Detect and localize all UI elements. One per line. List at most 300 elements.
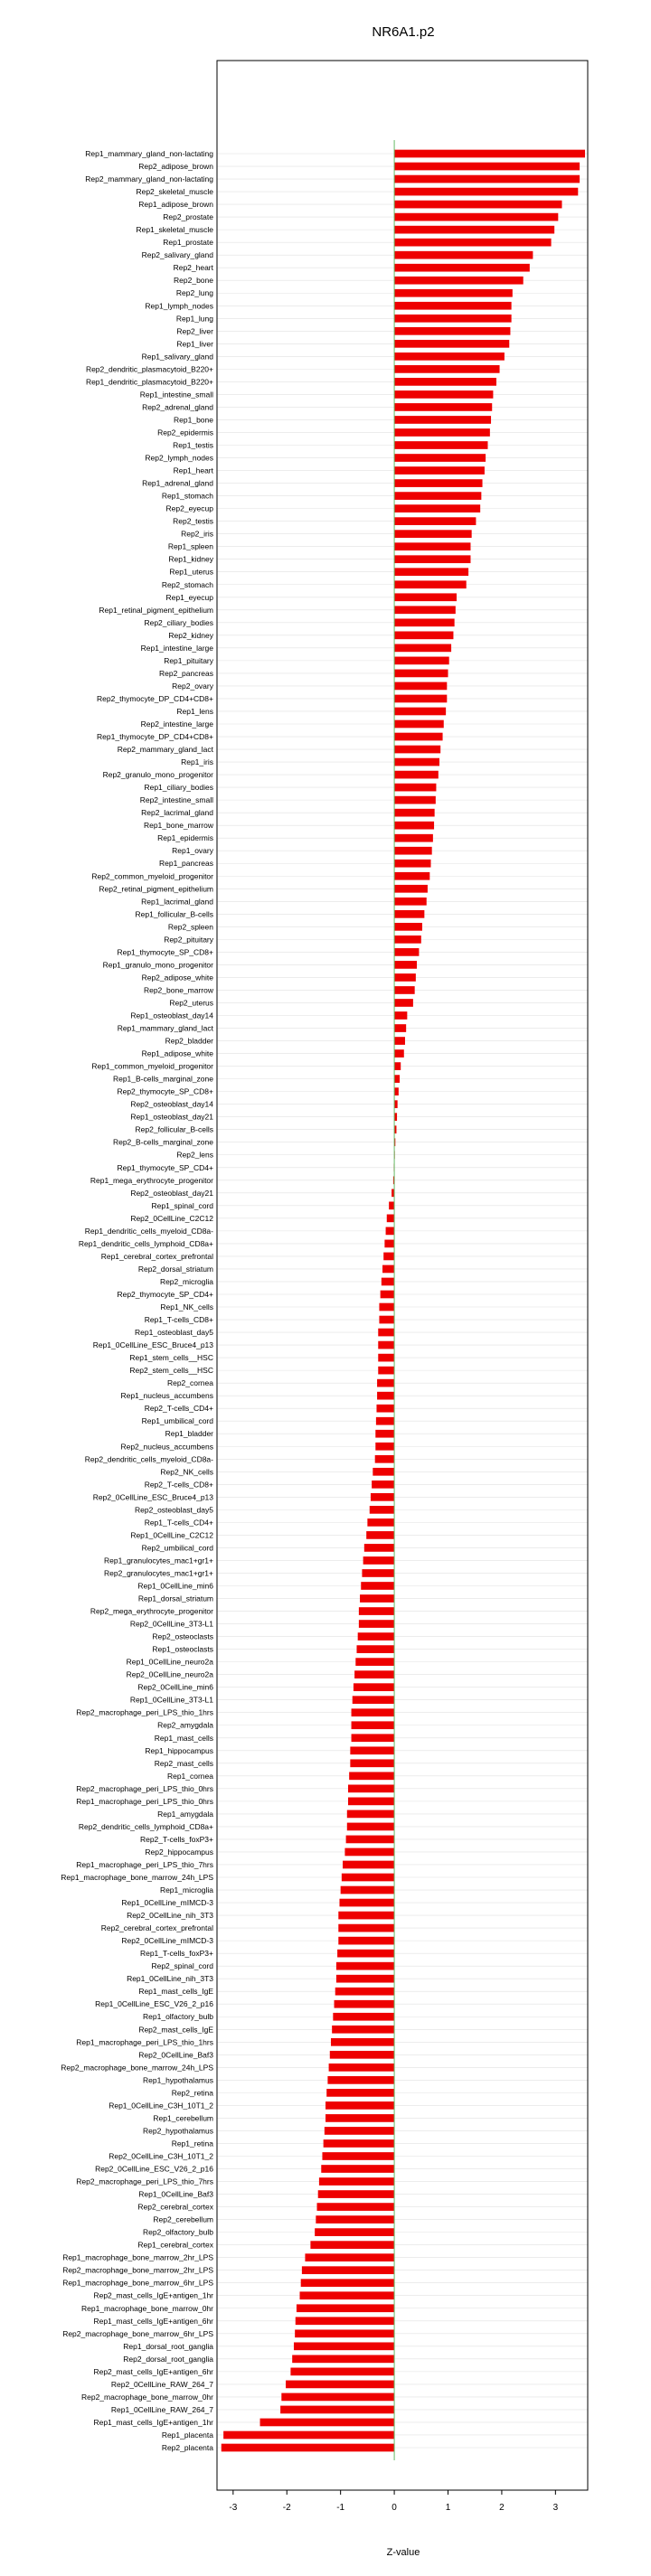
category-label: Rep2_T-cells_CD8+ (144, 1480, 213, 1490)
bar (329, 2064, 394, 2072)
category-label: Rep1_cornea (166, 1771, 213, 1781)
category-label: Rep1_ciliary_bodies (144, 783, 213, 793)
bar (394, 733, 442, 741)
category-label: Rep2_bone (174, 276, 213, 286)
chart-title: NR6A1.p2 (372, 24, 435, 40)
category-label: Rep1_granulocytes_mac1+gr1+ (104, 1556, 213, 1565)
x-axis-label: Z-value (386, 2547, 420, 2558)
category-label: Rep1_bone (174, 415, 213, 425)
category-label: Rep1_NK_cells (160, 1302, 213, 1312)
bar (394, 1062, 401, 1070)
category-label: Rep2_retinal_pigment_epithelium (99, 884, 213, 894)
category-label: Rep2_mast_cells_IgE (138, 2025, 213, 2035)
category-label: Rep1_epidermis (157, 833, 213, 843)
category-label: Rep2_iris (181, 529, 213, 539)
bar (222, 2444, 394, 2452)
category-label: Rep1_pituitary (164, 655, 213, 665)
category-label: Rep2_macrophage_bone_marrow_6hr_LPS (62, 2328, 213, 2338)
category-label: Rep1_cerebral_cortex_prefrontal (100, 1251, 213, 1261)
category-label: Rep2_placenta (161, 2443, 213, 2452)
bar (378, 1341, 394, 1349)
bar (371, 1493, 394, 1501)
category-label: Rep2_retina (171, 2088, 213, 2098)
bar (292, 2355, 394, 2363)
category-label: Rep2_cerebral_cortex_prefrontal (100, 1923, 213, 1933)
bar (394, 1100, 398, 1108)
category-label: Rep1_thymocyte_DP_CD4+CD8+ (97, 732, 213, 742)
bar (301, 2279, 394, 2287)
bar (394, 973, 416, 982)
category-labels (61, 149, 214, 2452)
category-label: Rep2_0CellLine_mIMCD-3 (121, 1936, 213, 1946)
category-label: Rep2_dorsal_striatum (137, 1264, 213, 1274)
category-label: Rep1_spinal_cord (151, 1200, 213, 1210)
bar (394, 175, 580, 183)
category-label: Rep2_olfactory_bulb (143, 2227, 213, 2237)
bar (394, 796, 436, 804)
category-label: Rep1_adipose_white (141, 1048, 213, 1058)
x-axis-ticks (229, 2490, 558, 2513)
category-label: Rep2_mega_erythrocyte_progenitor (90, 1606, 213, 1616)
category-label: Rep2_mammary_gland_non-lactating (85, 174, 213, 184)
bar (394, 365, 499, 373)
category-label: Rep1_macrophage_peri_LPS_thio_0hrs (76, 1796, 213, 1806)
bar (294, 2342, 394, 2350)
bar (321, 2165, 394, 2173)
category-label: Rep1_retina (171, 2139, 213, 2148)
category-label: Rep2_cerebral_cortex (137, 2202, 213, 2212)
category-label: Rep1_amygdala (157, 1809, 213, 1819)
bar (394, 163, 580, 171)
bar (394, 746, 440, 754)
category-label: Rep1_0CellLine_RAW_264_7 (110, 2404, 213, 2414)
bar (378, 1329, 394, 1337)
bar (325, 2127, 394, 2135)
category-label: Rep2_microglia (159, 1276, 213, 1286)
category-label: Rep1_follicular_B-cells (135, 909, 213, 919)
category-label: Rep2_0CellLine_Baf3 (138, 2050, 213, 2060)
bar (394, 822, 434, 830)
bar (394, 277, 524, 285)
bar (394, 1037, 405, 1045)
category-label: Rep2_pituitary (164, 935, 213, 945)
bar (335, 2000, 395, 2008)
category-label: Rep2_mast_cells_IgE+antigen_6hr (93, 2366, 213, 2376)
category-label: Rep2_testis (173, 516, 213, 526)
category-label: Rep1_placenta (161, 2430, 213, 2440)
bar (394, 340, 509, 348)
bar (394, 416, 491, 424)
bar (394, 834, 433, 842)
category-label: Rep1_dorsal_striatum (137, 1594, 213, 1603)
bars-layer (222, 150, 585, 2452)
bar (305, 2253, 394, 2261)
category-label: Rep1_kidney (168, 554, 213, 564)
category-label: Rep1_B-cells_marginal_zone (112, 1074, 213, 1084)
category-label: Rep2_macrophage_peri_LPS_thio_0hrs (76, 1783, 213, 1793)
bar (310, 2241, 394, 2249)
category-label: Rep2_umbilical_cord (141, 1543, 213, 1553)
bar (394, 479, 482, 487)
category-label: Rep2_T-cells_foxP3+ (139, 1834, 213, 1844)
category-label: Rep1_lung (175, 314, 213, 324)
bar (394, 517, 476, 525)
category-label: Rep1_uterus (169, 567, 213, 577)
category-label: Rep2_0CellLine_nih_3T3 (127, 1911, 213, 1921)
category-label: Rep1_olfactory_bulb (143, 2012, 213, 2022)
category-label: Rep1_granulo_mono_progenitor (102, 960, 213, 970)
category-label: Rep2_adipose_brown (138, 162, 213, 172)
category-label: Rep1_osteoblast_day14 (130, 1011, 213, 1020)
bar (326, 2089, 394, 2097)
category-label: Rep2_thymocyte_SP_CD4+ (117, 1289, 213, 1299)
bar (349, 1772, 394, 1780)
category-label: Rep2_osteoclasts (152, 1631, 213, 1641)
bar (394, 530, 472, 538)
category-label: Rep1_mammary_gland_lact (117, 1023, 213, 1033)
bar (394, 188, 578, 196)
category-label: Rep1_thymocyte_SP_CD8+ (117, 947, 213, 957)
bar (350, 1746, 394, 1754)
category-label: Rep2_osteoblast_day21 (130, 1188, 213, 1198)
bar (394, 201, 561, 209)
bar (346, 1836, 394, 1844)
category-label: Rep1_dendritic_cells_lymphoid_CD8a+ (78, 1238, 213, 1248)
category-label: Rep1_osteoclasts (152, 1644, 213, 1654)
bar (394, 986, 415, 994)
bar (326, 2101, 394, 2110)
category-label: Rep2_granulo_mono_progenitor (102, 770, 213, 780)
category-label: Rep1_heart (173, 465, 213, 475)
category-label: Rep2_0CellLine_neuro2a (126, 1669, 213, 1679)
category-label: Rep2_adipose_white (141, 973, 213, 982)
bar (394, 226, 554, 234)
bar (315, 2228, 394, 2236)
category-label: Rep1_T-cells_foxP3+ (139, 1949, 213, 1959)
category-label: Rep1_spleen (167, 541, 213, 551)
category-label: Rep2_macrophage_bone_marrow_0hr (80, 2392, 213, 2402)
bar (394, 289, 513, 297)
category-label: Rep2_dendritic_cells_lymphoid_CD8a+ (78, 1821, 213, 1831)
bar (394, 720, 444, 729)
category-label: Rep2_stem_cells__HSC (129, 1366, 213, 1376)
bar (347, 1810, 394, 1819)
category-label: Rep1_lymph_nodes (145, 301, 213, 311)
bar (331, 2038, 394, 2046)
category-label: Rep1_eyecup (165, 592, 213, 602)
bar (359, 1607, 394, 1615)
category-label: Rep1_intestine_large (140, 643, 213, 653)
bar (348, 1785, 394, 1793)
category-label: Rep2_hippocampus (145, 1847, 213, 1857)
bar (377, 1392, 394, 1400)
category-label: Rep1_salivary_gland (141, 352, 213, 362)
category-label: Rep2_common_myeloid_progenitor (91, 871, 213, 881)
bar (394, 428, 490, 437)
bar (354, 1683, 394, 1691)
bar (394, 618, 455, 626)
bar (338, 1924, 394, 1932)
bar (394, 302, 512, 310)
category-label: Rep1_mega_erythrocyte_progenitor (90, 1175, 213, 1185)
category-label: Rep2_mast_cells (154, 1758, 213, 1768)
category-label: Rep1_0CellLine_Baf3 (138, 2189, 213, 2199)
bar (394, 784, 436, 792)
x-tick-label: 1 (445, 2503, 451, 2513)
category-label: Rep1_cerebral_cortex (137, 2240, 213, 2250)
category-label: Rep2_epidermis (157, 428, 213, 437)
bar (336, 1962, 394, 1970)
category-label: Rep1_0CellLine_mIMCD-3 (121, 1898, 213, 1908)
category-label: Rep1_0CellLine_C2C12 (130, 1530, 213, 1540)
category-label: Rep1_stem_cells__HSC (129, 1353, 213, 1363)
x-tick-label: 3 (552, 2503, 559, 2513)
category-label: Rep2_spleen (167, 922, 213, 932)
bar (375, 1455, 394, 1463)
category-label: Rep2_ciliary_bodies (144, 617, 213, 627)
bar (367, 1518, 394, 1527)
category-label: Rep2_hypothalamus (143, 2126, 213, 2136)
bar (358, 1632, 394, 1641)
bar (394, 1087, 399, 1095)
category-label: Rep1_pancreas (158, 859, 213, 869)
bar (316, 2215, 394, 2223)
category-label: Rep2_follicular_B-cells (135, 1124, 213, 1134)
bar (394, 1049, 404, 1058)
category-label: Rep1_lens (176, 706, 213, 716)
bar (336, 1975, 394, 1983)
category-label: Rep2_0CellLine_min6 (137, 1682, 213, 1692)
category-label: Rep1_hippocampus (145, 1745, 213, 1755)
bar (352, 1734, 395, 1742)
category-label: Rep1_macrophage_bone_marrow_24h_LPS (61, 1873, 213, 1883)
bar (394, 239, 552, 247)
bar (354, 1670, 394, 1678)
category-label: Rep1_bone_marrow (143, 821, 213, 831)
bar (341, 1886, 394, 1894)
category-label: Rep2_adrenal_gland (142, 402, 213, 412)
bar (394, 150, 585, 158)
category-label: Rep1_cerebellum (153, 2113, 213, 2123)
bar (362, 1569, 394, 1577)
bar (394, 403, 492, 411)
category-label: Rep2_intestine_large (140, 719, 213, 729)
bar (394, 542, 470, 550)
category-label: Rep2_0CellLine_C2C12 (130, 1213, 213, 1223)
bar (338, 1912, 394, 1920)
bar (394, 555, 470, 563)
bar (377, 1379, 394, 1387)
bar (394, 809, 435, 817)
category-label: Rep2_mammary_gland_lact (117, 745, 213, 755)
category-label: Rep1_adrenal_gland (142, 478, 213, 488)
category-label: Rep2_salivary_gland (141, 250, 213, 260)
bar (286, 2381, 394, 2389)
category-label: Rep2_T-cells_CD4+ (144, 1404, 213, 1414)
category-label: Rep1_macrophage_bone_marrow_0hr (80, 2303, 213, 2313)
category-label: Rep1_intestine_small (139, 390, 213, 400)
bar (290, 2368, 394, 2376)
bar (376, 1417, 394, 1425)
category-label: Rep2_ovary (172, 681, 213, 691)
bar (302, 2266, 394, 2274)
category-label: Rep1_T-cells_CD8+ (144, 1315, 213, 1325)
bar (394, 999, 413, 1007)
bar (394, 454, 486, 462)
bar (394, 644, 451, 653)
bar (394, 885, 428, 893)
plot-frame (217, 61, 588, 2490)
category-label: Rep1_iris (181, 757, 213, 767)
category-label: Rep2_lymph_nodes (145, 453, 213, 463)
bar (373, 1468, 394, 1476)
bar (375, 1430, 394, 1438)
bar (353, 1696, 394, 1704)
bar (394, 353, 505, 361)
bar (387, 1215, 394, 1223)
bar (394, 390, 493, 399)
bar (394, 682, 447, 691)
category-label: Rep2_eyecup (165, 503, 213, 513)
category-label: Rep2_B-cells_marginal_zone (112, 1137, 213, 1147)
bar (394, 327, 510, 335)
category-label: Rep2_0CellLine_RAW_264_7 (110, 2379, 213, 2389)
bar (352, 1721, 395, 1729)
bar (332, 2026, 394, 2034)
category-label: Rep1_0CellLine_ESC_Bruce4_p13 (92, 1340, 213, 1350)
category-label: Rep1_dendritic_cells_myeloid_CD8a- (84, 1226, 213, 1236)
category-label: Rep2_macrophage_bone_marrow_24h_LPS (61, 2063, 213, 2073)
category-label: Rep2_liver (176, 326, 213, 336)
category-label: Rep2_0CellLine_3T3-L1 (129, 1619, 213, 1629)
bar (356, 1645, 394, 1653)
bar (360, 1594, 394, 1603)
category-label: Rep1_mast_cells_IgE+antigen_6hr (93, 2316, 213, 2326)
category-label: Rep2_stomach (161, 579, 213, 589)
x-tick-label: -2 (282, 2503, 291, 2513)
category-label: Rep2_0CellLine_ESC_Bruce4_p13 (92, 1492, 213, 1502)
category-label: Rep1_dorsal_root_ganglia (123, 2341, 213, 2351)
bar (361, 1582, 394, 1590)
category-label: Rep2_0CellLine_ESC_V26_2_p16 (95, 2164, 213, 2174)
bar (394, 847, 432, 855)
category-label: Rep1_microglia (159, 1885, 213, 1895)
bar (394, 264, 530, 272)
category-label: Rep1_macrophage_bone_marrow_6hr_LPS (62, 2278, 213, 2288)
category-label: Rep2_granulocytes_mac1+gr1+ (104, 1568, 213, 1578)
category-label: Rep1_0CellLine_3T3-L1 (129, 1695, 213, 1705)
category-label: Rep2_bladder (165, 1036, 213, 1046)
bar (296, 2317, 394, 2325)
bar (338, 1937, 394, 1945)
category-label: Rep2_mast_cells_IgE+antigen_1hr (93, 2290, 213, 2300)
category-label: Rep1_adipose_brown (138, 200, 213, 210)
category-label: Rep2_thymocyte_DP_CD4+CD8+ (97, 693, 213, 703)
bar (350, 1759, 394, 1767)
category-label: Rep2_uterus (169, 998, 213, 1008)
bar (394, 631, 453, 639)
bar (394, 315, 512, 323)
category-label: Rep1_prostate (163, 238, 213, 248)
bar (326, 2114, 394, 2122)
bar (300, 2291, 395, 2299)
category-label: Rep2_cornea (166, 1378, 213, 1388)
category-label: Rep2_intestine_small (139, 795, 213, 805)
category-label: Rep1_osteoblast_day5 (135, 1328, 213, 1338)
category-label: Rep1_lacrimal_gland (141, 897, 213, 907)
category-label: Rep1_0CellLine_neuro2a (126, 1657, 213, 1667)
bar (317, 2203, 395, 2211)
bar (319, 2177, 394, 2186)
bar (379, 1303, 394, 1312)
category-label: Rep2_0CellLine_C3H_10T1_2 (108, 2151, 213, 2161)
category-label: Rep1_hypothalamus (143, 2075, 213, 2085)
bar (394, 492, 481, 500)
bar (322, 2152, 394, 2160)
category-label: Rep2_macrophage_bone_marrow_2hr_LPS (62, 2265, 213, 2275)
bar (394, 923, 422, 931)
bar (394, 1075, 400, 1083)
category-label: Rep1_0CellLine_ESC_V26_2_p16 (95, 1999, 213, 2009)
x-tick-label: -1 (336, 2503, 345, 2513)
category-label: Rep1_0CellLine_nih_3T3 (127, 1974, 213, 1984)
bar (352, 1708, 395, 1716)
bar (370, 1506, 394, 1514)
bar (394, 593, 457, 601)
bar (327, 2076, 394, 2084)
bar (394, 568, 468, 576)
category-label: Rep1_macrophage_peri_LPS_thio_7hrs (76, 1859, 213, 1869)
category-label: Rep2_dendritic_cells_myeloid_CD8a- (84, 1454, 213, 1464)
category-label: Rep2_nucleus_accumbens (120, 1442, 213, 1452)
category-label: Rep2_pancreas (158, 668, 213, 678)
category-label: Rep1_stomach (161, 491, 213, 501)
bar (382, 1265, 394, 1274)
category-label: Rep2_lung (175, 288, 213, 298)
bar (394, 948, 419, 956)
category-label: Rep1_ovary (172, 846, 213, 856)
category-label: Rep2_lens (176, 1150, 213, 1160)
category-label: Rep1_mast_cells_IgE (138, 1987, 213, 1997)
category-label: Rep2_spinal_cord (151, 1961, 213, 1971)
category-label: Rep2_macrophage_peri_LPS_thio_1hrs (76, 1707, 213, 1717)
bar (318, 2190, 394, 2198)
bar (297, 2304, 394, 2312)
bar (382, 1278, 394, 1286)
x-tick-label: 0 (392, 2503, 397, 2513)
category-label: Rep1_thymocyte_SP_CD4+ (117, 1162, 213, 1172)
bar (383, 1253, 394, 1261)
category-label: Rep1_nucleus_accumbens (120, 1391, 213, 1401)
bar (394, 580, 467, 588)
category-label: Rep1_common_myeloid_progenitor (91, 1061, 213, 1071)
bar (394, 378, 496, 386)
bar (394, 466, 485, 475)
category-label: Rep2_lacrimal_gland (141, 808, 213, 818)
bar (394, 1011, 407, 1020)
bar (394, 695, 447, 703)
bar (394, 251, 533, 259)
x-tick-label: 2 (499, 2503, 505, 2513)
bar (384, 1240, 394, 1248)
bar (348, 1798, 394, 1806)
bar (394, 670, 448, 678)
bar (394, 898, 427, 906)
bar (339, 1899, 394, 1907)
bar (379, 1316, 394, 1324)
bar (324, 2139, 394, 2148)
bar (375, 1443, 394, 1451)
